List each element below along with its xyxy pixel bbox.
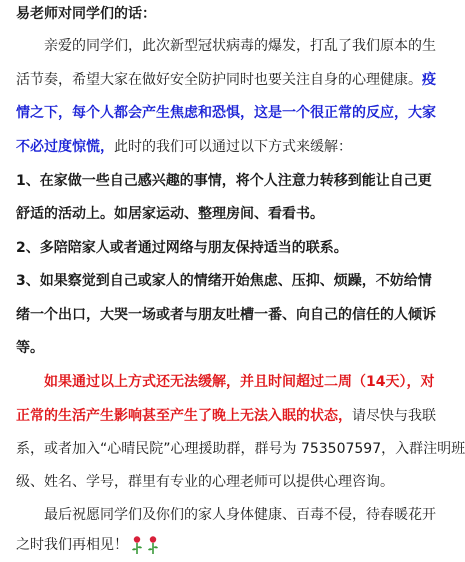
- p2-line3: 系，或者加入“心晴民院”心理援助群，群号为 753507597，入群注明班: [16, 441, 465, 457]
- p1-line2: [16, 70, 436, 90]
- p2-line4: 级、姓名、学号，群里有专业的心理老师可以提供心理咨询。: [16, 474, 394, 490]
- p2-line1: 如果通过以上方式还无法缓解，并且时间超过二周（14天），对: [44, 374, 435, 390]
- item1-line2: 舒适的活动上。如居家运动、整理房间、看看书。: [16, 206, 324, 222]
- p1-line3: 情之下，每个人都会产生焦虑和恐惧，这是一个很正常的反应，大家: [16, 105, 436, 121]
- p3-line1: 最后祝愿同学们及你们的家人身体健康、百毒不侵，待春暖花开: [44, 507, 436, 523]
- item3-line3: 等。: [16, 340, 44, 356]
- p1-line4: [16, 137, 417, 157]
- p1-line4-normal: 此时的我们可以通过以下方式来缓解：: [114, 139, 352, 155]
- p1-line1: 亲爱的同学们，此次新型冠状病毒的爆发，打乱了我们原本的生: [44, 38, 436, 54]
- p1-line4-blue: 不必过度惊慌，: [16, 139, 114, 155]
- p3-line2-text: 之时我们再相见！: [16, 537, 128, 553]
- p1-line2-normal: 活节奏，希望大家在做好安全防护同时也要关注自身的心理健康。: [16, 72, 422, 88]
- item1-line1: 1、在家做一些自己感兴趣的事情，将个人注意力转移到能让自己更: [16, 173, 432, 189]
- p1-line2-blue: 疫: [422, 72, 436, 88]
- heading: 易老师对同学们的话：: [16, 6, 156, 22]
- p2-line2: [16, 406, 436, 426]
- flower-icon: [146, 535, 160, 555]
- item3-line2: 绪一个出口，大哭一场或者与朋友吐槽一番、向自己的信任的人倾诉: [16, 307, 436, 323]
- item3-line1: 3、如果察觉到自己或家人的情绪开始焦虑、压抑、烦躁，不妨给情: [16, 273, 432, 289]
- item2-line1: 2、多陪陪家人或者通过网络与朋友保持适当的联系。: [16, 240, 348, 256]
- p2-line2-normal: 请尽快与我联: [352, 408, 436, 424]
- p2-line2-red: 正常的生活产生影响甚至产生了晚上无法入眠的状态，: [16, 408, 352, 424]
- p3-line2: [16, 535, 417, 555]
- flower-icon: [130, 535, 144, 555]
